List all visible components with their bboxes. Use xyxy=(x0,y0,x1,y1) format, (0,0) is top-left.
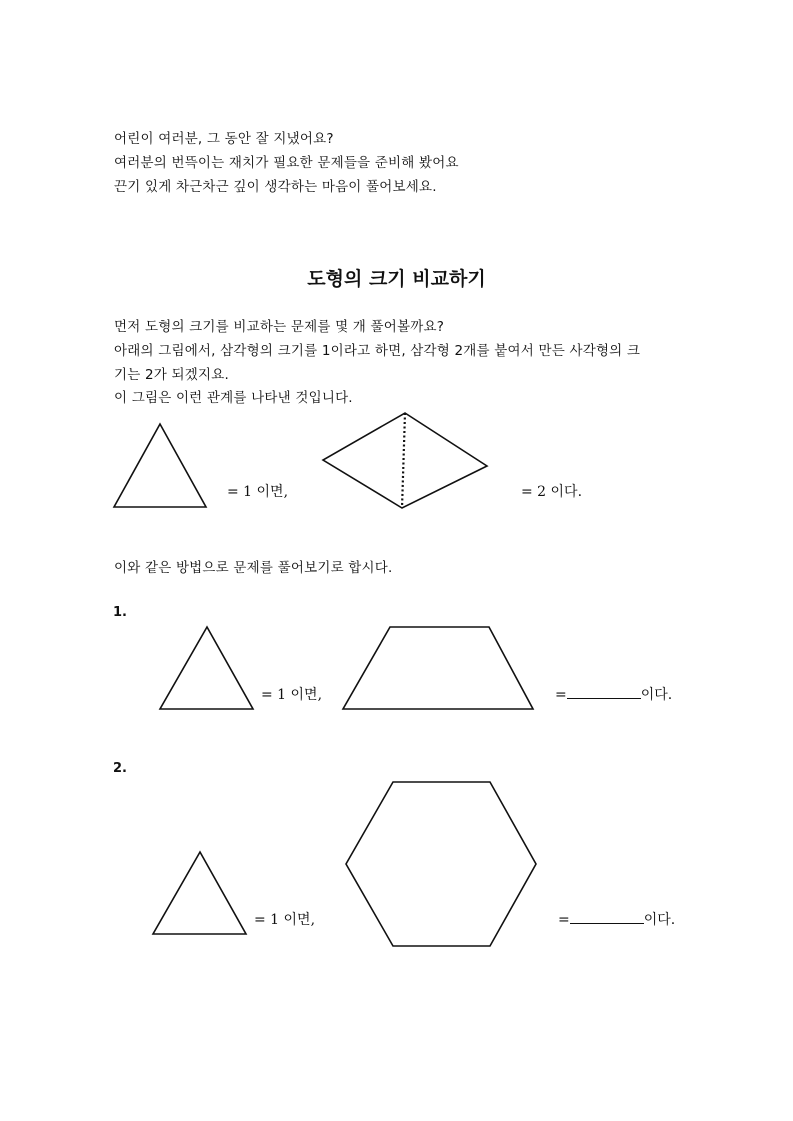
example-unit-triangle xyxy=(114,424,206,507)
explanation-line-3: 기는 2가 되겠지요. xyxy=(114,367,229,383)
problem-1-answer-line xyxy=(555,684,672,704)
problem-2-equation-1: = 1 이면, xyxy=(254,912,316,928)
intro-line-3: 끈기 있게 차근차근 깊이 생각하는 마음이 풀어보세요. xyxy=(114,179,437,195)
problem-1-answer-blank[interactable] xyxy=(567,686,641,699)
problem-2-number: 2. xyxy=(113,761,127,776)
problem-2-hexagon xyxy=(346,782,536,946)
problem-2-answer-line xyxy=(558,909,675,929)
problem-1-trapezoid xyxy=(343,627,533,709)
problem-1-equals: = xyxy=(555,687,567,703)
problem-1-unit-triangle xyxy=(160,627,253,709)
problem-2-suffix: 이다. xyxy=(643,912,676,928)
problem-2-equals: = xyxy=(558,912,570,928)
explanation-line-4: 이 그림은 이런 관계를 나타낸 것입니다. xyxy=(114,390,353,406)
problem-2-unit-triangle xyxy=(153,852,246,934)
problem-1-number: 1. xyxy=(113,605,127,620)
intro-line-1: 어린이 여러분, 그 동안 잘 지냈어요? xyxy=(114,131,334,147)
example-equation-1: = 1 이면, xyxy=(227,484,289,500)
example-equation-2: = 2 이다. xyxy=(521,484,583,500)
problem-2-answer-blank[interactable] xyxy=(570,911,644,924)
explanation-line-1: 먼저 도형의 크기를 비교하는 문제를 몇 개 풀어볼까요? xyxy=(114,319,445,335)
intro-line-2: 여러분의 번뜩이는 재치가 필요한 문제들을 준비해 봤어요 xyxy=(114,155,459,171)
problem-1-equation-1: = 1 이면, xyxy=(261,687,323,703)
instruction-text: 이와 같은 방법으로 문제를 풀어보기로 합시다. xyxy=(114,560,393,576)
page-title: 도형의 크기 비교하기 xyxy=(307,268,486,290)
explanation-line-2: 아래의 그림에서, 삼각형의 크기를 1이라고 하면, 삼각형 2개를 붙여서 만든 사각형의 크 xyxy=(114,343,641,359)
example-rhombus-dotted-divider xyxy=(402,413,405,508)
problem-1-suffix: 이다. xyxy=(640,687,673,703)
